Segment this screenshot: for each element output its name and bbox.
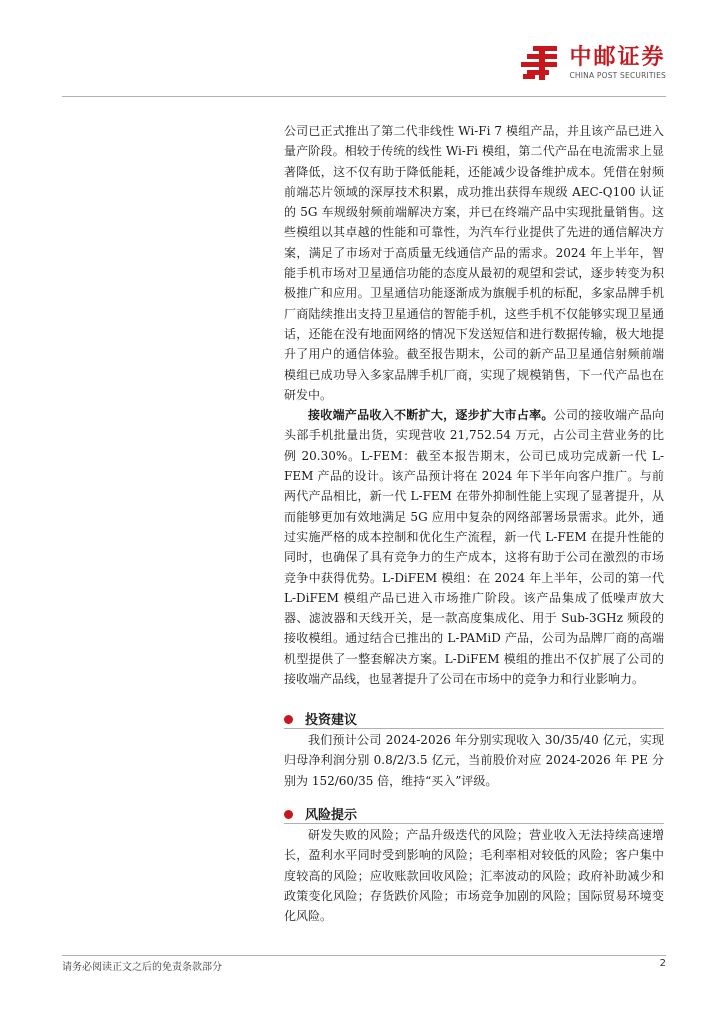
china-post-logo-icon xyxy=(519,44,561,82)
brand-name-cn: 中邮证券 xyxy=(569,44,666,70)
paragraph-lead: 接收端产品收入不断扩大，逐步扩大市占率。 xyxy=(308,408,554,423)
company-logo xyxy=(519,44,666,82)
bullet-icon xyxy=(284,810,293,819)
section-divider xyxy=(284,823,664,824)
risk-text: 研发失败的风险；产品升级迭代的风险；营业收入无法持续高速增长，盈利水平同时受到影响的风险；毛利率相对较低的风险；客户集中度较高的风险；应收账款回收风险；汇率波动的风险；政府补助减少和政策变化风险；存货跌价风险；市场竞争加剧的风险；国际贸易环境变化风险。 xyxy=(284,828,664,924)
section-heading-risk: 风险提示 xyxy=(284,804,664,824)
header-divider xyxy=(62,96,666,97)
page-number: 2 xyxy=(659,958,666,969)
brand-name-en: CHINA POST SECURITIES xyxy=(569,70,666,80)
paragraph-wifi-satellite: 公司已正式推出了第二代非线性 Wi-Fi 7 模组产品，并且该产品已进入量产阶段。相较于传统的线性 Wi-Fi 模组，第二代产品在电流需求上显著降低，这不仅有助于降低能耗，还能减少设备维护成本。凭借在射频前端芯片领域的深厚技术积累，成功推出获得车规级 AEC-Q100 认证的 5G 车规级射频前端解决方案，并已在终端产品中实现批量销售。这些模组以其卓越的性能和可靠性，为汽车行业提供了先进的通信解决方案，满足了市场对于高质量无线通信产品的需求。2024 年上半年，智能手机市场对卫星通信功能的态度从最初的观望和尝试，逐步转变为积极推广和应用。卫星通信功能逐渐成为旗舰手机的标配，多家品牌手机厂商陆续推出支持卫星通信的智能手机，这些手机不仅能够实现卫星通话，还能在没有地面网络的情况下发送短信和进行数据传输，极大地提升了用户的通信体验。截至报告期末，公司的新产品卫星通信射频前端模组已成功导入多家品牌手机厂商，实现了规模销售，下一代产品也在研发中。 xyxy=(284,124,664,402)
footer-disclaimer: 请务必阅读正文之后的免责条款部分 xyxy=(62,962,222,973)
paragraph-receiver-text: 公司的接收端产品向头部手机批量出货，实现营收 21,752.54 万元，占公司主营业务的比例 20.30%。L-FEM：截至本报告期末，公司已成功完成新一代 L-FEM 产品的设计。该产品预计将在 2024 年下半年向客户推广。与前两代产品相比，新一代 L-FEM 在带外抑制性能上实现了显著提升，从而能够更加有效地满足 5G 应用中复杂的网络部署场景需求。此外，通过实施严格的成本控制和优化生产流程，新一代 L-FEM 在提升性能的同时，也确保了具有竞争力的生产成本，这将有助于公司在激烈的市场竞争中获得优势。L-DiFEM 模组：在 2024 年上半年，公司的第一代 L-DiFEM 模组产品已进入市场推广阶段。该产品集成了低噪声放大器、滤波器和天线开关，是一款高度集成化、用于 Sub-3GHz 频段的接收模组。通过结合已推出的 L-PAMiD 产品，公司为品牌厂商的高端机型提供了一整套解决方案。L-DiFEM 模组的推出不仅扩展了公司的接收端产品线，也显著提升了公司在市场中的竞争力和行业影响力。 xyxy=(284,408,664,687)
investment-text: 我们预计公司 2024-2026 年分别实现收入 30/35/40 亿元，实现归母净利润分别 0.8/2/3.5 亿元，当前股价对应 2024-2026 年 PE 分别为 152/60/35 倍，维持“买入”评级。 xyxy=(284,733,664,788)
paragraph-receiver xyxy=(284,405,664,689)
bullet-icon xyxy=(284,715,293,724)
section-divider xyxy=(284,728,664,729)
investment-body xyxy=(284,730,664,791)
main-body xyxy=(284,121,664,689)
footer-divider xyxy=(62,955,666,956)
risk-body xyxy=(284,825,664,926)
section-heading-investment: 投资建议 xyxy=(284,709,664,729)
